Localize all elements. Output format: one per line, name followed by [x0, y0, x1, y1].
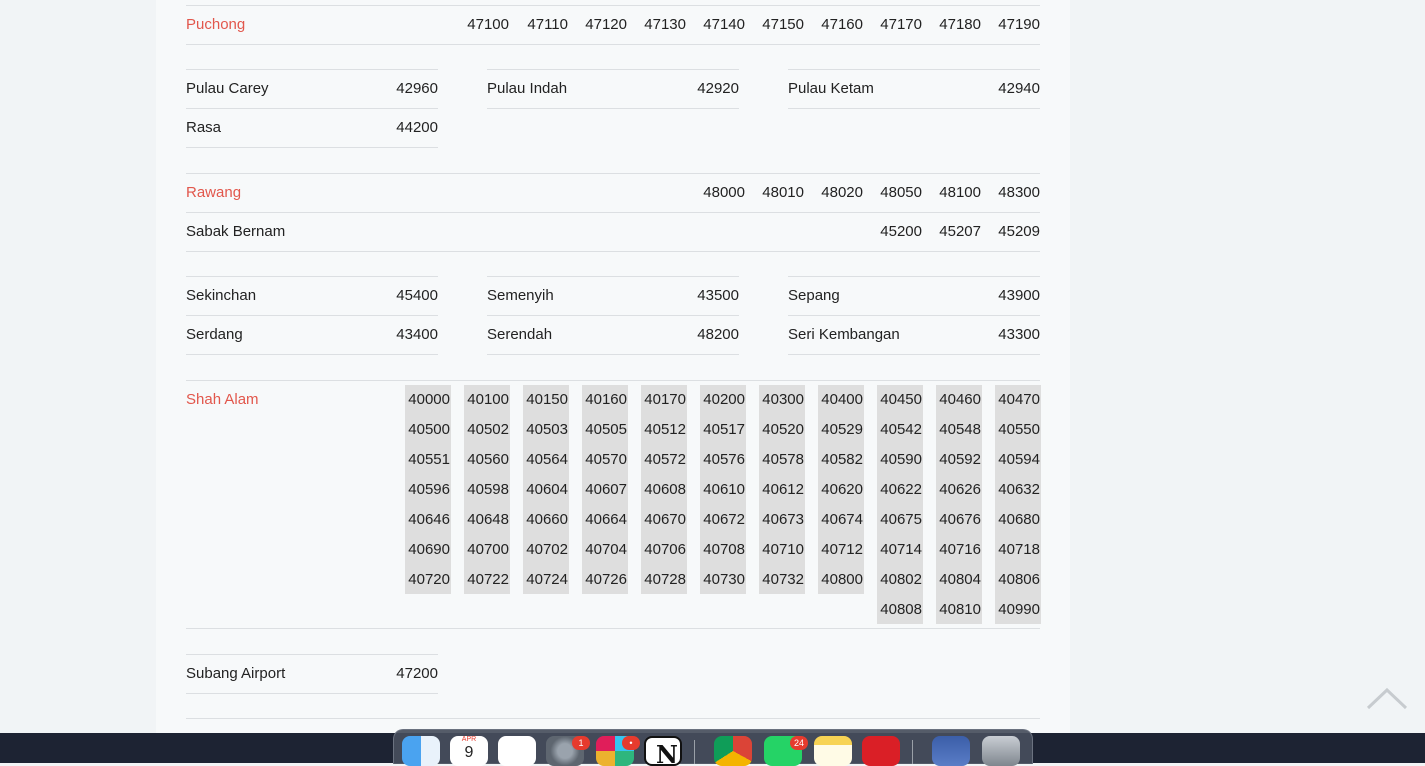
divider [186, 315, 438, 316]
postcode: 40806 [998, 571, 1040, 588]
postcode: 40300 [762, 391, 804, 408]
postcode: 40470 [998, 391, 1040, 408]
chrome-icon[interactable] [714, 736, 752, 766]
postcode: 40726 [585, 571, 627, 588]
divider [186, 44, 1040, 45]
postcode: 40560 [467, 451, 509, 468]
postcode: 40626 [939, 481, 981, 498]
postcode: 40808 [880, 601, 922, 618]
postcode: 40690 [408, 541, 450, 558]
postcode: 47110 [527, 16, 568, 33]
postcode: 40517 [703, 421, 745, 438]
place-name: Sabak Bernam [186, 223, 286, 240]
postcode: 40702 [526, 541, 568, 558]
postcode: 40548 [939, 421, 981, 438]
postcode: 40572 [644, 451, 686, 468]
divider [788, 315, 1040, 316]
divider [186, 693, 438, 694]
postcode: 43300 [998, 326, 1040, 343]
postcode: 40674 [821, 511, 863, 528]
divider [186, 5, 1040, 6]
postcode: 48000 [703, 184, 745, 201]
postcode: 48020 [821, 184, 863, 201]
postcode: 45200 [880, 223, 922, 240]
postcode: 40512 [644, 421, 686, 438]
place-name: Semenyih [487, 287, 554, 304]
postcode: 40673 [762, 511, 804, 528]
postcode: 40594 [998, 451, 1040, 468]
postcode: 40604 [526, 481, 568, 498]
postcode: 47160 [821, 16, 863, 33]
place-name: Sepang [788, 287, 840, 304]
place-name[interactable]: Shah Alam [186, 391, 259, 408]
postcode: 40700 [467, 541, 509, 558]
divider [186, 654, 438, 655]
postcode: 40608 [644, 481, 686, 498]
postcode: 42960 [396, 80, 438, 97]
postcode: 44200 [396, 119, 438, 136]
postcode: 40710 [762, 541, 804, 558]
calendar-month: APR [461, 736, 477, 743]
divider [186, 628, 1040, 629]
postcode: 42920 [697, 80, 739, 97]
postcode: 40620 [821, 481, 863, 498]
postcode: 40582 [821, 451, 863, 468]
place-name: Pulau Carey [186, 80, 269, 97]
postcode: 40607 [585, 481, 627, 498]
postcode: 40400 [821, 391, 863, 408]
postcode: 40150 [526, 391, 568, 408]
dock [393, 729, 1033, 764]
postcode: 40550 [998, 421, 1040, 438]
postcode: 47190 [998, 16, 1040, 33]
divider [487, 354, 739, 355]
postcode: 40450 [880, 391, 922, 408]
divider [186, 276, 438, 277]
postcode: 47130 [644, 16, 686, 33]
calendar-day: 9 [464, 744, 474, 761]
creative-cloud-icon[interactable] [862, 736, 900, 766]
postcode: 40718 [998, 541, 1040, 558]
postcode: 40728 [644, 571, 686, 588]
divider [186, 354, 438, 355]
postcode: 48300 [998, 184, 1040, 201]
postcode: 40706 [644, 541, 686, 558]
postcode: 40502 [467, 421, 509, 438]
postcode: 40724 [526, 571, 568, 588]
postcode: 40622 [880, 481, 922, 498]
postcode: 47150 [762, 16, 804, 33]
postcode: 40500 [408, 421, 450, 438]
postcode: 47120 [585, 16, 627, 33]
postcode: 47170 [880, 16, 922, 33]
postcode: 40712 [821, 541, 863, 558]
postcode: 40810 [939, 601, 981, 618]
postcode-page [156, 0, 1070, 763]
divider [487, 108, 739, 109]
postcode: 40664 [585, 511, 627, 528]
postcode: 40564 [526, 451, 568, 468]
dock-separator [912, 740, 913, 764]
divider [186, 173, 1040, 174]
postcode: 40592 [939, 451, 981, 468]
postcode: 40520 [762, 421, 804, 438]
postcode: 40670 [644, 511, 686, 528]
place-name: Subang Airport [186, 665, 286, 682]
postcode: 47140 [703, 16, 745, 33]
postcode: 40612 [762, 481, 804, 498]
postcode: 40804 [939, 571, 981, 588]
postcode: 40505 [585, 421, 627, 438]
postcode: 47100 [467, 16, 509, 33]
reminders-icon[interactable] [498, 736, 536, 766]
postcode: 40716 [939, 541, 981, 558]
postcode: 40680 [998, 511, 1040, 528]
postcode: 40460 [939, 391, 981, 408]
postcode: 40720 [408, 571, 450, 588]
divider [487, 69, 739, 70]
postcode: 40660 [526, 511, 568, 528]
postcode: 40170 [644, 391, 686, 408]
notification-badge: • [622, 736, 640, 750]
postcode: 45209 [998, 223, 1040, 240]
chevron-up-icon [1366, 686, 1408, 710]
notion-icon[interactable] [644, 736, 682, 766]
divider [487, 315, 739, 316]
postcode: 40675 [880, 511, 922, 528]
place-name: Rasa [186, 119, 222, 136]
dock-separator [694, 740, 695, 764]
postcode: 40990 [998, 601, 1040, 618]
postcode: 40672 [703, 511, 745, 528]
postcode: 40632 [998, 481, 1040, 498]
postcode: 43400 [396, 326, 438, 343]
divider [788, 276, 1040, 277]
divider [186, 212, 1040, 213]
postcode: 48200 [697, 326, 739, 343]
postcode: 43500 [697, 287, 739, 304]
place-name: Pulau Indah [487, 80, 568, 97]
postcode: 40714 [880, 541, 922, 558]
postcode: 40722 [467, 571, 509, 588]
postcode: 40160 [585, 391, 627, 408]
finder-icon[interactable] [402, 736, 440, 766]
postcode: 40100 [467, 391, 509, 408]
postcode: 47180 [939, 16, 981, 33]
postcode: 40800 [821, 571, 863, 588]
postcode: 48050 [880, 184, 922, 201]
postcode: 40610 [703, 481, 745, 498]
divider [186, 108, 438, 109]
calendar-icon[interactable] [450, 736, 488, 766]
postcode: 40704 [585, 541, 627, 558]
divider [186, 147, 438, 148]
divider [788, 69, 1040, 70]
postcode: 40802 [880, 571, 922, 588]
divider [186, 718, 1040, 719]
postcode: 40676 [939, 511, 981, 528]
postcode: 40542 [880, 421, 922, 438]
divider [788, 354, 1040, 355]
notification-badge: 24 [790, 736, 808, 750]
postcode: 45400 [396, 287, 438, 304]
postcode: 40503 [526, 421, 568, 438]
postcode: 40598 [467, 481, 509, 498]
postcode: 48100 [939, 184, 981, 201]
postcode: 40732 [762, 571, 804, 588]
place-name: Seri Kembangan [788, 326, 900, 343]
postcode: 40590 [880, 451, 922, 468]
postcode: 40529 [821, 421, 863, 438]
notes-icon[interactable] [814, 736, 852, 766]
divider [487, 276, 739, 277]
divider [186, 380, 1040, 381]
downloads-stack-icon[interactable] [932, 736, 970, 766]
place-name: Pulau Ketam [788, 80, 874, 97]
place-name: Serdang [186, 326, 243, 343]
postcode-table [186, 0, 1040, 763]
scroll-to-top-button[interactable] [1366, 686, 1408, 710]
trash-icon[interactable] [982, 736, 1020, 766]
postcode: 40576 [703, 451, 745, 468]
postcode: 47200 [396, 665, 438, 682]
place-name: Serendah [487, 326, 553, 343]
postcode: 40596 [408, 481, 450, 498]
postcode: 40730 [703, 571, 745, 588]
postcode: 40708 [703, 541, 745, 558]
postcode: 40646 [408, 511, 450, 528]
postcode: 42940 [998, 80, 1040, 97]
place-name[interactable]: Puchong [186, 16, 246, 33]
postcode: 40570 [585, 451, 627, 468]
postcode: 40648 [467, 511, 509, 528]
postcode: 40551 [408, 451, 450, 468]
postcode: 40200 [703, 391, 745, 408]
postcode: 40000 [408, 391, 450, 408]
postcode: 48010 [762, 184, 804, 201]
place-name: Sekinchan [186, 287, 257, 304]
postcode: 45207 [939, 223, 981, 240]
divider [186, 251, 1040, 252]
notion-glyph: N [656, 740, 678, 766]
divider [186, 69, 438, 70]
place-name[interactable]: Rawang [186, 184, 242, 201]
postcode: 43900 [998, 287, 1040, 304]
postcode: 40578 [762, 451, 804, 468]
notification-badge: 1 [572, 736, 590, 750]
divider [788, 108, 1040, 109]
